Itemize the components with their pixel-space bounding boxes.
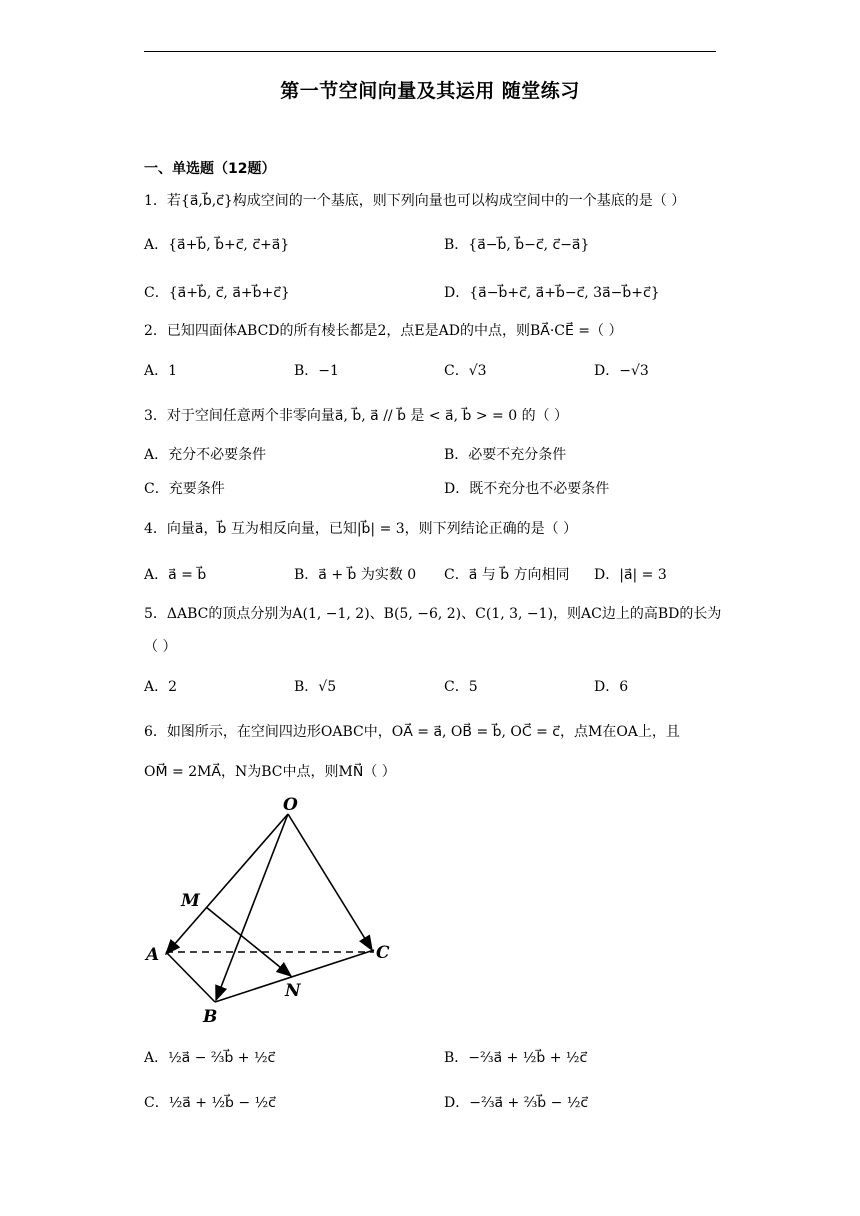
question-6-option-c[interactable]: C．½a⃗ + ½b⃗ − ½c⃗ [144, 1095, 276, 1111]
question-2-option-d[interactable]: D．−√3 [594, 363, 649, 379]
edge-ab [166, 952, 215, 1002]
question-3-stem: 3．对于空间任意两个非零向量a⃗, b⃗, a⃗ // b⃗ 是 < a⃗, b⃗ > = 0 的（ ） [144, 408, 569, 424]
question-6-stem-cont: OM⃗ = 2MA⃗，N为BC中点，则MN⃗（ ） [144, 764, 396, 780]
question-2-option-b[interactable]: B．−1 [294, 363, 339, 379]
question-4-option-a[interactable]: A．a⃗ = b⃗ [144, 567, 207, 583]
question-2-option-c[interactable]: C．√3 [444, 363, 487, 379]
question-3-option-d[interactable]: D．既不充分也不必要条件 [444, 481, 610, 497]
question-5-option-d[interactable]: D．6 [594, 679, 629, 695]
question-6-option-d[interactable]: D．−⅔a⃗ + ⅔b⃗ − ½c⃗ [444, 1095, 589, 1111]
label-m: M [181, 891, 200, 911]
label-o: O [283, 795, 298, 815]
top-rule [144, 51, 716, 52]
question-5-option-c[interactable]: C．5 [444, 679, 478, 695]
question-3-option-a[interactable]: A．充分不必要条件 [144, 447, 267, 463]
question-5-stem-cont: （ ） [144, 639, 177, 655]
question-2-option-a[interactable]: A．1 [144, 363, 178, 379]
question-5-stem: 5．ΔABC的顶点分别为A(1, −1, 2)、B(5, −6, 2)、C(1, 3, −1)，则AC边上的高BD的长为 [144, 606, 722, 622]
label-b: B [203, 1007, 218, 1027]
question-1-option-c[interactable]: C．{a⃗+b⃗, c⃗, a⃗+b⃗+c⃗} [144, 285, 290, 301]
question-1-option-a[interactable]: A．{a⃗+b⃗, b⃗+c⃗, c⃗+a⃗} [144, 237, 290, 253]
edge-oa [166, 814, 288, 954]
question-1-option-b[interactable]: B．{a⃗−b⃗, b⃗−c⃗, c⃗−a⃗} [444, 237, 590, 253]
edge-oc [288, 814, 372, 950]
question-6-option-b[interactable]: B．−⅔a⃗ + ½b⃗ + ½c⃗ [444, 1050, 588, 1066]
label-c: C [376, 943, 390, 963]
section-title: 一、单选题（12题） [144, 161, 276, 177]
question-2-stem: 2．已知四面体ABCD的所有棱长都是2，点E是AD的中点，则BA⃗·CE⃗ =（ ） [144, 323, 623, 339]
question-4-option-b[interactable]: B．a⃗ + b⃗ 为实数 0 [294, 567, 417, 583]
tetrahedron-figure [140, 790, 410, 1030]
question-5-option-b[interactable]: B．√5 [294, 679, 337, 695]
question-5-option-a[interactable]: A．2 [144, 679, 178, 695]
page-title: 第一节空间向量及其运用 随堂练习 [280, 80, 580, 102]
edge-ob [216, 814, 288, 1000]
question-1-option-d[interactable]: D．{a⃗−b⃗+c⃗, a⃗+b⃗−c⃗, 3a⃗−b⃗+c⃗} [444, 285, 660, 301]
label-a: A [146, 945, 160, 965]
question-6-stem: 6．如图所示，在空间四边形OABC中，OA⃗ = a⃗, OB⃗ = b⃗, OC⃗ = c⃗，点M在OA上，且 [144, 724, 680, 740]
question-6-option-a[interactable]: A．½a⃗ − ⅔b⃗ + ½c⃗ [144, 1050, 276, 1066]
question-4-option-d[interactable]: D．|a⃗| = 3 [594, 567, 667, 583]
question-4-option-c[interactable]: C．a⃗ 与 b⃗ 方向相同 [444, 567, 570, 583]
label-n: N [285, 981, 301, 1001]
question-4-stem: 4．向量a⃗，b⃗ 互为相反向量，已知|b⃗| = 3，则下列结论正确的是（ ） [144, 521, 578, 537]
question-1-stem: 1．若{a⃗,b⃗,c⃗}构成空间的一个基底，则下列向量也可以构成空间中的一个基底的是（ ） [144, 193, 686, 209]
question-3-option-b[interactable]: B．必要不充分条件 [444, 447, 567, 463]
question-3-option-c[interactable]: C．充要条件 [144, 481, 225, 497]
